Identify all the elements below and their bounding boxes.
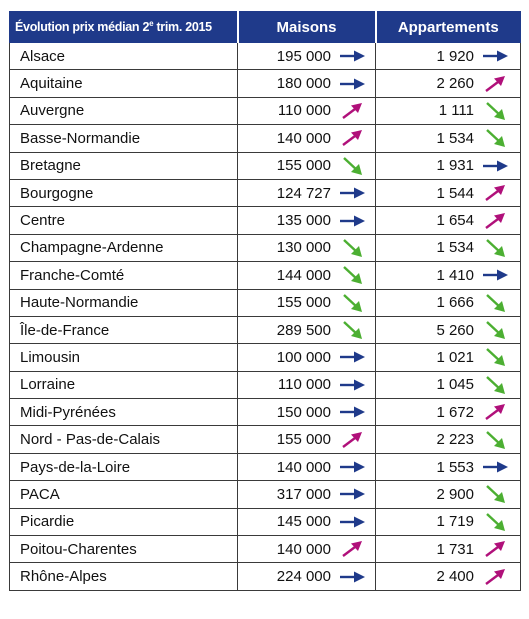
- trend-stable-arrow-icon: [339, 347, 365, 367]
- maisons-cell: [238, 179, 376, 206]
- header-region-tail: trim. 2015: [153, 20, 212, 35]
- appartements-cell: [376, 179, 521, 206]
- maisons-cell: [238, 234, 376, 261]
- table-row: [10, 426, 521, 453]
- maisons-price: 130 000: [276, 239, 331, 257]
- appartements-cell: [376, 371, 521, 398]
- maisons-cell: [238, 453, 376, 480]
- region-name: Lorraine: [10, 371, 238, 398]
- trend-up-arrow-icon: [482, 211, 508, 231]
- region-name: Nord - Pas-de-Calais: [10, 426, 238, 453]
- trend-stable-arrow-icon: [482, 156, 508, 176]
- appartements-price: 1 553: [436, 458, 474, 476]
- trend-up-arrow-icon: [482, 183, 508, 203]
- trend-down-arrow-icon: [482, 430, 508, 450]
- table-header-row: [10, 12, 521, 43]
- trend-stable-arrow-icon: [482, 265, 508, 285]
- maisons-price: 155 000: [276, 294, 331, 312]
- trend-down-arrow-icon: [339, 156, 365, 176]
- maisons-price: 110 000: [277, 376, 331, 394]
- header-region-text: Évolution prix médian 2: [15, 20, 150, 35]
- table-row: [10, 453, 521, 480]
- trend-stable-arrow-icon: [339, 402, 365, 422]
- maisons-cell: [238, 70, 376, 97]
- trend-stable-arrow-icon: [339, 512, 365, 532]
- maisons-cell: [238, 289, 376, 316]
- table-row: [10, 179, 521, 206]
- table-row: [10, 316, 521, 343]
- maisons-cell: [238, 207, 376, 234]
- appartements-cell: [376, 536, 521, 563]
- appartements-cell: [376, 262, 521, 289]
- appartements-cell: [376, 207, 521, 234]
- trend-down-arrow-icon: [482, 512, 508, 532]
- region-name: Poitou-Charentes: [10, 536, 238, 563]
- table-row: [10, 508, 521, 535]
- appartements-cell: [376, 234, 521, 261]
- appartements-price: 5 260: [436, 321, 474, 339]
- trend-down-arrow-icon: [482, 238, 508, 258]
- region-name: Basse-Normandie: [10, 125, 238, 152]
- appartements-cell: [376, 125, 521, 152]
- maisons-price: 135 000: [276, 212, 331, 230]
- maisons-price: 124 727: [276, 184, 331, 202]
- appartements-price: 2 400: [436, 568, 474, 586]
- appartements-price: 1 654: [436, 212, 474, 230]
- appartements-cell: [376, 316, 521, 343]
- trend-down-arrow-icon: [482, 375, 508, 395]
- appartements-price: 2 900: [436, 485, 474, 503]
- region-name: Bourgogne: [10, 179, 238, 206]
- appartements-cell: [376, 344, 521, 371]
- trend-stable-arrow-icon: [339, 375, 365, 395]
- table-row: [10, 43, 521, 70]
- maisons-price: 140 000: [276, 129, 331, 147]
- region-name: Midi-Pyrénées: [10, 399, 238, 426]
- price-table: [9, 11, 521, 591]
- maisons-price: 110 000: [277, 102, 331, 120]
- maisons-cell: [238, 426, 376, 453]
- region-name: Pays-de-la-Loire: [10, 453, 238, 480]
- appartements-cell: [376, 426, 521, 453]
- appartements-price: 1 920: [436, 47, 474, 65]
- appartements-price: 1 534: [436, 129, 474, 147]
- trend-up-arrow-icon: [339, 539, 365, 559]
- trend-down-arrow-icon: [482, 293, 508, 313]
- maisons-price: 195 000: [276, 47, 331, 65]
- maisons-cell: [238, 316, 376, 343]
- trend-stable-arrow-icon: [482, 46, 508, 66]
- region-name: Île-de-France: [10, 316, 238, 343]
- trend-down-arrow-icon: [482, 320, 508, 340]
- appartements-price: 1 410: [436, 266, 474, 284]
- maisons-cell: [238, 152, 376, 179]
- trend-up-arrow-icon: [482, 567, 508, 587]
- appartements-cell: [376, 563, 521, 590]
- appartements-price: 1 731: [436, 540, 474, 558]
- trend-stable-arrow-icon: [339, 46, 365, 66]
- table-row: [10, 234, 521, 261]
- appartements-price: 1 544: [436, 184, 474, 202]
- trend-up-arrow-icon: [482, 402, 508, 422]
- header-region-sup: e: [149, 19, 154, 29]
- trend-up-arrow-icon: [482, 539, 508, 559]
- appartements-cell: [376, 453, 521, 480]
- region-name: PACA: [10, 481, 238, 508]
- trend-down-arrow-icon: [339, 265, 365, 285]
- table-row: [10, 536, 521, 563]
- region-name: Bretagne: [10, 152, 238, 179]
- region-name: Franche-Comté: [10, 262, 238, 289]
- header-maisons: Maisons: [238, 12, 376, 43]
- maisons-cell: [238, 262, 376, 289]
- maisons-price: 155 000: [276, 157, 331, 175]
- table-row: [10, 152, 521, 179]
- trend-down-arrow-icon: [339, 320, 365, 340]
- trend-down-arrow-icon: [482, 347, 508, 367]
- trend-stable-arrow-icon: [339, 567, 365, 587]
- maisons-cell: [238, 97, 376, 124]
- appartements-cell: [376, 508, 521, 535]
- trend-up-arrow-icon: [339, 128, 365, 148]
- table-row: [10, 344, 521, 371]
- header-appartements: Appartements: [376, 12, 521, 43]
- table-row: [10, 399, 521, 426]
- appartements-cell: [376, 97, 521, 124]
- maisons-cell: [238, 43, 376, 70]
- maisons-price: 140 000: [276, 458, 331, 476]
- trend-down-arrow-icon: [339, 293, 365, 313]
- region-name: Rhône-Alpes: [10, 563, 238, 590]
- maisons-cell: [238, 508, 376, 535]
- table-row: [10, 70, 521, 97]
- trend-down-arrow-icon: [482, 101, 508, 121]
- region-name: Auvergne: [10, 97, 238, 124]
- region-name: Picardie: [10, 508, 238, 535]
- table-row: [10, 371, 521, 398]
- table-row: [10, 563, 521, 590]
- trend-stable-arrow-icon: [339, 457, 365, 477]
- maisons-price: 317 000: [276, 485, 331, 503]
- maisons-price: 100 000: [276, 348, 331, 366]
- table-row: [10, 481, 521, 508]
- maisons-price: 150 000: [276, 403, 331, 421]
- appartements-price: 1 045: [436, 376, 474, 394]
- trend-stable-arrow-icon: [339, 74, 365, 94]
- appartements-price: 1 931: [436, 157, 474, 175]
- appartements-cell: [376, 289, 521, 316]
- appartements-price: 1 021: [436, 348, 474, 366]
- region-name: Alsace: [10, 43, 238, 70]
- region-name: Champagne-Ardenne: [10, 234, 238, 261]
- trend-up-arrow-icon: [339, 101, 365, 121]
- table-row: [10, 207, 521, 234]
- maisons-price: 145 000: [276, 513, 331, 531]
- appartements-price: 2 223: [436, 431, 474, 449]
- appartements-cell: [376, 152, 521, 179]
- appartements-price: 1 672: [436, 403, 474, 421]
- appartements-cell: [376, 43, 521, 70]
- trend-stable-arrow-icon: [339, 484, 365, 504]
- table-row: [10, 289, 521, 316]
- trend-up-arrow-icon: [482, 74, 508, 94]
- appartements-cell: [376, 399, 521, 426]
- table-row: [10, 97, 521, 124]
- trend-stable-arrow-icon: [339, 211, 365, 231]
- maisons-price: 224 000: [276, 568, 331, 586]
- maisons-cell: [238, 481, 376, 508]
- appartements-price: 1 719: [436, 513, 474, 531]
- trend-stable-arrow-icon: [339, 183, 365, 203]
- appartements-price: 1 666: [436, 294, 474, 312]
- appartements-price: 1 111: [438, 102, 474, 120]
- trend-down-arrow-icon: [482, 128, 508, 148]
- table-row: [10, 125, 521, 152]
- maisons-cell: [238, 536, 376, 563]
- maisons-cell: [238, 399, 376, 426]
- appartements-price: 2 260: [436, 75, 474, 93]
- maisons-cell: [238, 371, 376, 398]
- maisons-price: 180 000: [276, 75, 331, 93]
- maisons-cell: [238, 125, 376, 152]
- maisons-price: 144 000: [276, 266, 331, 284]
- appartements-cell: [376, 70, 521, 97]
- region-name: Limousin: [10, 344, 238, 371]
- trend-stable-arrow-icon: [482, 457, 508, 477]
- table-row: [10, 262, 521, 289]
- region-name: Aquitaine: [10, 70, 238, 97]
- region-name: Centre: [10, 207, 238, 234]
- maisons-cell: [238, 344, 376, 371]
- maisons-cell: [238, 563, 376, 590]
- trend-down-arrow-icon: [482, 484, 508, 504]
- region-name: Haute-Normandie: [10, 289, 238, 316]
- maisons-price: 155 000: [276, 431, 331, 449]
- trend-down-arrow-icon: [339, 238, 365, 258]
- appartements-price: 1 534: [436, 239, 474, 257]
- maisons-price: 289 500: [276, 321, 331, 339]
- maisons-price: 140 000: [276, 540, 331, 558]
- trend-up-arrow-icon: [339, 430, 365, 450]
- header-region: [10, 12, 238, 43]
- appartements-cell: [376, 481, 521, 508]
